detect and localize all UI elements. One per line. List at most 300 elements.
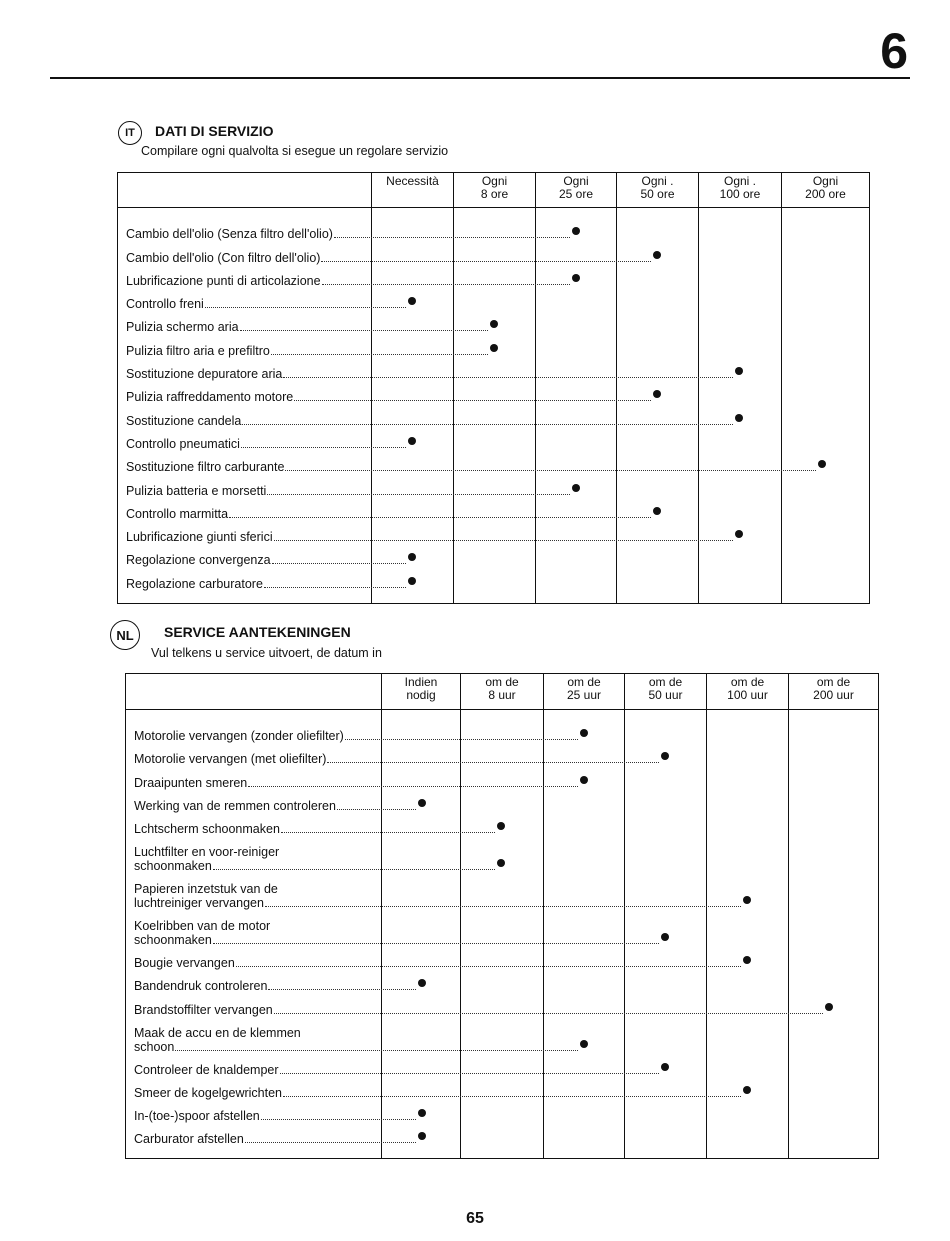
column-header <box>536 173 617 208</box>
dotted-leader <box>334 237 570 238</box>
task-label <box>118 220 372 243</box>
table-row <box>126 1125 879 1148</box>
column-header-line1: Necessità <box>386 174 439 188</box>
interval-cell <box>461 949 544 972</box>
interval-cell <box>461 1102 544 1125</box>
interval-cell <box>536 453 617 476</box>
table-row <box>118 220 870 243</box>
interval-bullet <box>580 776 588 784</box>
table-row <box>118 476 870 499</box>
dotted-leader <box>236 966 741 967</box>
dotted-leader <box>213 869 495 870</box>
task-label-text: Sostituzione depuratore aria <box>126 367 283 382</box>
section-title-it: DATI DI SERVIZIO <box>155 123 274 139</box>
interval-cell <box>382 815 461 838</box>
dotted-leader <box>272 563 406 564</box>
interval-cell <box>617 453 699 476</box>
task-label-text: Sostituzione filtro carburante <box>126 460 285 475</box>
interval-bullet <box>735 530 743 538</box>
interval-cell <box>454 569 536 592</box>
interval-cell <box>372 336 454 359</box>
header-rule <box>50 77 910 79</box>
task-label <box>118 430 372 453</box>
task-label <box>118 476 372 499</box>
interval-cell <box>707 995 789 1018</box>
table-row <box>118 243 870 266</box>
interval-cell <box>782 569 870 592</box>
interval-cell <box>782 406 870 429</box>
task-label <box>118 243 372 266</box>
interval-cell <box>707 972 789 995</box>
interval-cell <box>625 1019 707 1056</box>
table-row <box>118 430 870 453</box>
task-label <box>118 290 372 313</box>
interval-cell <box>544 815 625 838</box>
dotted-leader <box>245 1142 416 1143</box>
interval-bullet <box>408 553 416 561</box>
interval-cell <box>372 243 454 266</box>
interval-cell <box>617 546 699 569</box>
table-row <box>118 267 870 290</box>
interval-cell <box>461 768 544 791</box>
interval-cell <box>454 267 536 290</box>
column-header <box>461 674 544 710</box>
dotted-leader <box>274 540 733 541</box>
task-label-text: Controllo freni <box>126 297 204 312</box>
dotted-leader <box>321 261 650 262</box>
column-header-line2: 50 uur <box>648 688 683 702</box>
task-label-text: Motorolie vervangen (met oliefilter) <box>134 752 327 767</box>
interval-cell <box>699 569 782 592</box>
interval-cell <box>707 1102 789 1125</box>
dotted-leader <box>213 943 659 944</box>
dotted-leader <box>268 989 415 990</box>
task-label-text: Koelribben van de motor <box>134 918 271 933</box>
interval-cell <box>782 500 870 523</box>
interval-cell <box>536 569 617 592</box>
header-blank <box>118 173 372 208</box>
interval-bullet <box>743 896 751 904</box>
interval-bullet <box>418 1109 426 1117</box>
interval-cell <box>454 546 536 569</box>
task-label <box>118 569 372 592</box>
interval-cell <box>461 745 544 768</box>
interval-cell <box>544 745 625 768</box>
column-header-line1: Indien <box>404 675 438 689</box>
task-label-text: Pulizia raffreddamento motore <box>126 390 294 405</box>
dotted-leader <box>327 762 658 763</box>
table-row <box>118 500 870 523</box>
interval-cell <box>544 949 625 972</box>
interval-cell <box>461 1125 544 1148</box>
page-number: 65 <box>466 1210 484 1227</box>
column-header-line1: om de <box>730 675 765 689</box>
column-header-line2: 8 uur <box>488 688 516 702</box>
interval-cell <box>699 453 782 476</box>
table-header-row <box>126 674 879 710</box>
task-label-text: Cambio dell'olio (Senza filtro dell'olio) <box>126 227 333 242</box>
interval-bullet <box>653 390 661 398</box>
interval-cell <box>617 267 699 290</box>
task-label <box>118 360 372 383</box>
section-subtitle-it: Compilare ogni qualvolta si esegue un regolare servizio <box>141 144 449 158</box>
interval-cell <box>544 1125 625 1148</box>
interval-cell <box>625 722 707 745</box>
dotted-leader <box>240 330 488 331</box>
dotted-leader <box>241 447 406 448</box>
interval-cell <box>707 1125 789 1148</box>
interval-bullet <box>825 1003 833 1011</box>
column-header <box>707 674 789 710</box>
interval-cell <box>617 523 699 546</box>
interval-cell <box>782 290 870 313</box>
column-header <box>625 674 707 710</box>
end-row <box>118 593 870 604</box>
interval-cell <box>707 722 789 745</box>
interval-cell <box>625 792 707 815</box>
interval-cell <box>789 1079 879 1102</box>
interval-cell <box>707 768 789 791</box>
table-row <box>126 972 879 995</box>
task-label <box>126 949 382 972</box>
interval-cell <box>544 838 625 875</box>
interval-cell <box>699 476 782 499</box>
interval-cell <box>382 995 461 1018</box>
interval-cell <box>372 220 454 243</box>
interval-cell <box>782 313 870 336</box>
interval-cell <box>707 815 789 838</box>
interval-cell <box>536 383 617 406</box>
task-label-text: Sostituzione candela <box>126 413 242 428</box>
task-label <box>126 792 382 815</box>
interval-cell <box>699 220 782 243</box>
table-row <box>126 1056 879 1079</box>
task-label-text: Bougie vervangen <box>134 956 235 971</box>
interval-cell <box>372 267 454 290</box>
task-label <box>118 313 372 336</box>
table-row <box>118 290 870 313</box>
interval-cell <box>789 1019 879 1056</box>
interval-cell <box>625 949 707 972</box>
interval-cell <box>544 972 625 995</box>
interval-cell <box>461 1079 544 1102</box>
dotted-leader <box>345 739 578 740</box>
interval-bullet <box>497 822 505 830</box>
task-label-text: Bandendruk controleren <box>134 979 268 994</box>
interval-cell <box>372 523 454 546</box>
interval-cell <box>625 815 707 838</box>
interval-cell <box>617 220 699 243</box>
column-header <box>782 173 870 208</box>
table-row <box>126 949 879 972</box>
column-header-line1: om de <box>485 675 519 689</box>
interval-cell <box>461 995 544 1018</box>
interval-cell <box>782 476 870 499</box>
table-row <box>118 569 870 592</box>
column-header-line2: 25 uur <box>566 688 602 702</box>
dotted-leader <box>281 832 495 833</box>
column-header-line2: 100 uur <box>727 688 768 702</box>
interval-bullet <box>661 752 669 760</box>
interval-bullet <box>735 414 743 422</box>
task-label-text: Luchtfilter en voor-reiniger <box>134 844 280 859</box>
column-header-line2: nodig <box>406 688 436 702</box>
interval-bullet <box>572 227 580 235</box>
interval-cell <box>782 267 870 290</box>
interval-cell <box>454 453 536 476</box>
interval-cell <box>699 336 782 359</box>
interval-cell <box>699 290 782 313</box>
column-header-line1: om de <box>648 675 683 689</box>
interval-cell <box>789 815 879 838</box>
interval-cell <box>372 360 454 383</box>
interval-cell <box>382 1056 461 1079</box>
language-badge-nl: NL <box>110 620 140 650</box>
interval-cell <box>789 995 879 1018</box>
section-title-nl: SERVICE AANTEKENINGEN <box>164 624 351 640</box>
interval-cell <box>454 290 536 313</box>
interval-bullet <box>735 367 743 375</box>
interval-cell <box>454 360 536 383</box>
task-label <box>118 267 372 290</box>
column-header-line1: Ogni <box>481 174 508 188</box>
table-row <box>118 360 870 383</box>
interval-cell <box>789 1102 879 1125</box>
table-row <box>118 546 870 569</box>
interval-cell <box>372 383 454 406</box>
task-label <box>126 1056 382 1079</box>
dotted-leader <box>265 906 741 907</box>
task-label <box>118 523 372 546</box>
interval-cell <box>789 972 879 995</box>
table-row <box>126 995 879 1018</box>
interval-bullet <box>418 1132 426 1140</box>
interval-cell <box>536 243 617 266</box>
interval-cell <box>617 313 699 336</box>
task-label-text-line2: schoonmaken <box>134 858 212 873</box>
header-blank <box>126 674 382 710</box>
dotted-leader <box>229 517 650 518</box>
task-label-text: Lchtscherm schoonmaken <box>134 821 280 836</box>
column-header <box>789 674 879 710</box>
column-header-line2: 50 ore <box>640 187 675 201</box>
dotted-leader <box>274 1013 823 1014</box>
interval-cell <box>536 336 617 359</box>
interval-cell <box>699 430 782 453</box>
task-label <box>118 383 372 406</box>
task-label-text: Pulizia batteria e morsetti <box>126 483 267 498</box>
task-label <box>126 768 382 791</box>
interval-cell <box>372 406 454 429</box>
interval-cell <box>382 745 461 768</box>
task-label-text: Motorolie vervangen (zonder oliefilter) <box>134 729 344 744</box>
task-label-text: In-(toe-)spoor afstellen <box>134 1109 260 1124</box>
table-row <box>126 722 879 745</box>
dotted-leader <box>294 400 650 401</box>
interval-cell <box>382 1079 461 1102</box>
interval-bullet <box>743 1086 751 1094</box>
interval-cell <box>617 290 699 313</box>
column-header <box>454 173 536 208</box>
task-label-text: Lubrificazione giunti sferici <box>126 530 273 545</box>
interval-cell <box>544 1102 625 1125</box>
interval-bullet <box>572 484 580 492</box>
interval-cell <box>454 383 536 406</box>
interval-bullet <box>661 933 669 941</box>
dotted-leader <box>248 786 577 787</box>
interval-bullet <box>580 729 588 737</box>
table-row <box>126 1102 879 1125</box>
interval-cell <box>454 243 536 266</box>
task-label-text: Pulizia schermo aria <box>126 320 239 335</box>
column-header-line2: 25 ore <box>558 187 594 201</box>
interval-cell <box>625 838 707 875</box>
interval-bullet <box>653 251 661 259</box>
interval-cell <box>454 523 536 546</box>
column-header-line2: 200 ore <box>805 187 846 201</box>
interval-cell <box>699 267 782 290</box>
interval-cell <box>707 745 789 768</box>
spacer-row <box>118 208 870 221</box>
task-label-text: Pulizia filtro aria e prefiltro <box>126 343 270 358</box>
dotted-leader <box>271 354 488 355</box>
interval-cell <box>789 912 879 949</box>
column-header-line1: om de <box>816 675 851 689</box>
interval-cell <box>617 569 699 592</box>
interval-cell <box>699 243 782 266</box>
task-label-text: Papieren inzetstuk van de <box>134 881 278 896</box>
interval-cell <box>699 313 782 336</box>
column-header <box>617 173 699 208</box>
interval-cell <box>625 1079 707 1102</box>
interval-cell <box>461 792 544 815</box>
task-label <box>118 453 372 476</box>
interval-bullet <box>572 274 580 282</box>
task-label-text: Draaipunten smeren <box>134 775 248 790</box>
interval-cell <box>782 243 870 266</box>
task-label-text-line2: luchtreiniger vervangen <box>134 895 264 910</box>
interval-cell <box>789 745 879 768</box>
interval-cell <box>782 336 870 359</box>
task-label-text: Maak de accu en de klemmen <box>134 1025 301 1040</box>
dotted-leader <box>283 1096 741 1097</box>
interval-cell <box>789 722 879 745</box>
task-label <box>126 972 382 995</box>
interval-cell <box>707 912 789 949</box>
end-row <box>126 1148 879 1159</box>
task-label-text: Cambio dell'olio (Con filtro dell'olio) <box>126 250 321 265</box>
interval-cell <box>536 523 617 546</box>
interval-cell <box>699 383 782 406</box>
task-label <box>126 1125 382 1148</box>
task-label-text: Controleer de knaldemper <box>134 1062 279 1077</box>
interval-bullet <box>743 956 751 964</box>
column-header <box>544 674 625 710</box>
dotted-leader <box>322 284 570 285</box>
interval-bullet <box>408 437 416 445</box>
task-label <box>118 406 372 429</box>
interval-cell <box>782 453 870 476</box>
interval-cell <box>625 1102 707 1125</box>
interval-cell <box>789 792 879 815</box>
interval-cell <box>372 500 454 523</box>
task-label-text: Brandstoffilter vervangen <box>134 1002 273 1017</box>
dotted-leader <box>285 470 815 471</box>
task-label <box>126 1079 382 1102</box>
chapter-number: 6 <box>880 23 908 79</box>
dotted-leader <box>242 424 732 425</box>
table-row <box>118 453 870 476</box>
interval-cell <box>699 546 782 569</box>
interval-bullet <box>653 507 661 515</box>
task-label <box>118 336 372 359</box>
column-header-line2: 100 ore <box>719 187 761 201</box>
column-header-line1: Ogni <box>812 174 839 188</box>
interval-cell <box>782 430 870 453</box>
interval-cell <box>372 313 454 336</box>
service-table-nl <box>125 673 879 1159</box>
interval-cell <box>625 972 707 995</box>
interval-cell <box>789 1125 879 1148</box>
interval-cell <box>625 995 707 1018</box>
task-label-text: Carburator afstellen <box>134 1132 244 1147</box>
task-label-text: Werking van de remmen controleren <box>134 798 336 813</box>
dotted-leader <box>283 377 732 378</box>
table-row <box>126 745 879 768</box>
interval-bullet <box>490 344 498 352</box>
interval-cell <box>782 523 870 546</box>
column-header-line1: Ogni <box>563 174 589 188</box>
task-label <box>126 722 382 745</box>
interval-cell <box>536 546 617 569</box>
column-header <box>372 173 454 208</box>
table-row <box>126 792 879 815</box>
task-label-text: Lubrificazione punti di articolazione <box>126 273 321 288</box>
column-header-line1: om de <box>567 675 601 689</box>
interval-cell <box>454 476 536 499</box>
interval-cell <box>707 792 789 815</box>
interval-cell <box>454 500 536 523</box>
interval-cell <box>382 949 461 972</box>
task-label <box>118 546 372 569</box>
interval-cell <box>617 476 699 499</box>
interval-cell <box>617 406 699 429</box>
task-label-text-line2: schoon <box>134 1039 175 1054</box>
table-header-row <box>118 173 870 208</box>
table-row <box>126 1079 879 1102</box>
interval-cell <box>789 875 879 912</box>
column-header-line2: 200 uur <box>813 688 854 702</box>
interval-cell <box>782 546 870 569</box>
interval-bullet <box>497 859 505 867</box>
task-label <box>126 995 382 1018</box>
interval-cell <box>544 995 625 1018</box>
section-subtitle-nl: Vul telkens u service uitvoert, de datum in <box>151 646 382 660</box>
interval-cell <box>536 500 617 523</box>
interval-cell <box>625 768 707 791</box>
interval-cell <box>461 1056 544 1079</box>
dotted-leader <box>267 494 569 495</box>
interval-cell <box>699 500 782 523</box>
column-header <box>699 173 782 208</box>
column-header-line1: Ogni . <box>723 174 756 188</box>
interval-bullet <box>408 297 416 305</box>
dotted-leader <box>337 809 416 810</box>
interval-cell <box>789 838 879 875</box>
table-row <box>118 523 870 546</box>
interval-cell <box>707 1056 789 1079</box>
interval-cell <box>789 949 879 972</box>
